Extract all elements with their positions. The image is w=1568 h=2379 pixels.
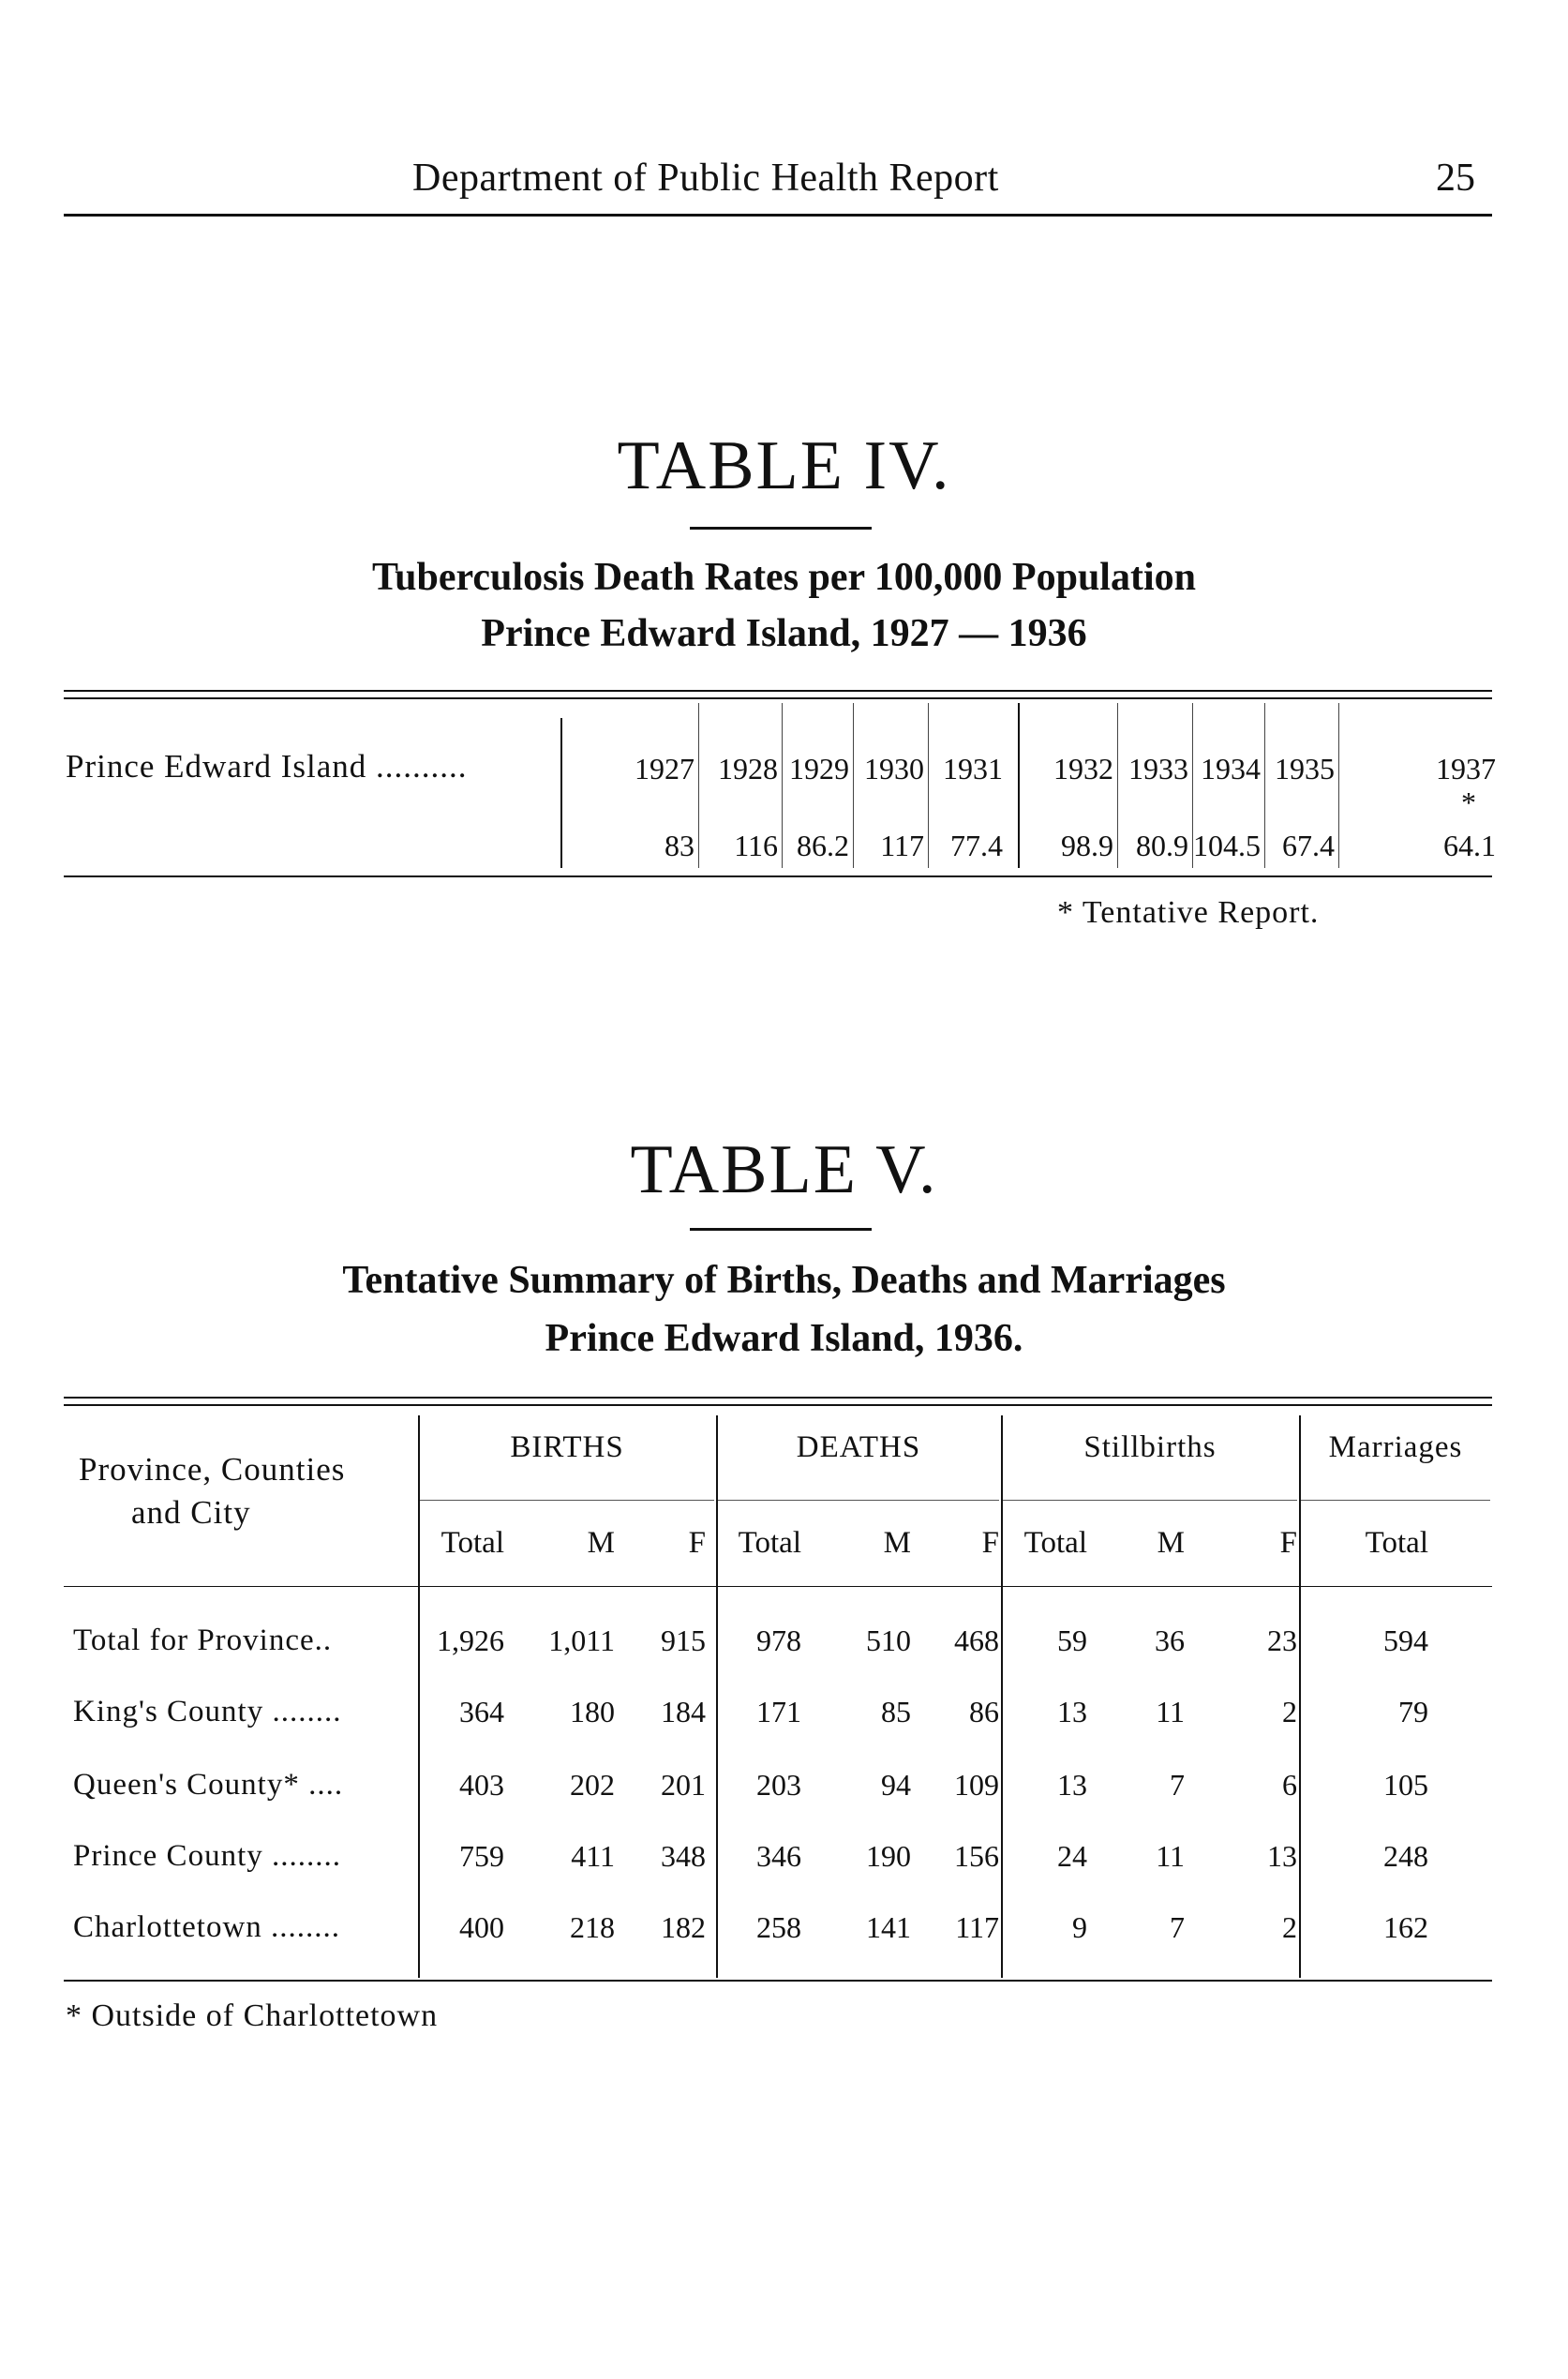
table-cell-value: 171 xyxy=(756,1695,801,1728)
page-number: 25 xyxy=(1436,157,1475,200)
table-row-label: Charlottetown ........ xyxy=(73,1910,341,1944)
table-cell-value: 141 xyxy=(866,1910,911,1944)
table-cell-value: 202 xyxy=(570,1768,615,1802)
table-cell-value: 2 xyxy=(1282,1695,1297,1728)
rate-value: 104.5 xyxy=(1193,829,1261,862)
table-cell-value: 9 xyxy=(1072,1910,1087,1944)
year-header: 1927 xyxy=(635,752,694,786)
table-cell-value: 348 xyxy=(661,1839,706,1873)
table-cell-value: 1,926 xyxy=(437,1623,504,1657)
group-header-rule xyxy=(1301,1500,1490,1501)
table-iv-subtitle-1: Tuberculosis Death Rates per 100,000 Population xyxy=(372,556,1196,599)
table-cell-value: 759 xyxy=(459,1839,504,1873)
table-v-bottom-rule xyxy=(64,1980,1492,1982)
table-cell-value: 364 xyxy=(459,1695,504,1728)
table-iv-footnote: * Tentative Report. xyxy=(1057,895,1320,930)
table-cell-value: 13 xyxy=(1267,1839,1297,1873)
table-v-subtitle-1: Tentative Summary of Births, Deaths and Marriages xyxy=(342,1259,1226,1302)
year-asterisk: * xyxy=(1461,786,1476,819)
table-cell-value: 85 xyxy=(881,1695,911,1728)
table-cell-value: 184 xyxy=(661,1695,706,1728)
rate-value: 98.9 xyxy=(1061,829,1113,862)
table-v-subtitle-2: Prince Edward Island, 1936. xyxy=(545,1317,1023,1360)
column-subheader: M xyxy=(587,1526,615,1560)
table-iv-bottom-rule xyxy=(64,875,1492,877)
column-group-header: DEATHS xyxy=(796,1430,921,1464)
table-v-top-rule xyxy=(64,1397,1492,1399)
rate-value: 117 xyxy=(880,829,924,862)
rate-value: 67.4 xyxy=(1282,829,1335,862)
running-header: Department of Public Health Report xyxy=(412,157,999,200)
column-subheader: M xyxy=(883,1526,911,1560)
rate-value: 83 xyxy=(665,829,694,862)
column-group-header: Marriages xyxy=(1328,1430,1463,1464)
table-cell-value: 915 xyxy=(661,1623,706,1657)
rate-value: 64.1 xyxy=(1443,829,1496,862)
table-cell-value: 94 xyxy=(881,1768,911,1802)
year-header: 1935 xyxy=(1275,752,1335,786)
table-cell-value: 23 xyxy=(1267,1623,1297,1657)
table-cell-value: 411 xyxy=(571,1839,615,1873)
rate-value: 80.9 xyxy=(1136,829,1188,862)
column-subheader: M xyxy=(1157,1526,1185,1560)
column-group-header: BIRTHS xyxy=(510,1430,624,1464)
table-cell-value: 156 xyxy=(954,1839,999,1873)
table-iv-title-rule xyxy=(690,527,872,530)
table-cell-value: 79 xyxy=(1398,1695,1428,1728)
table-v-title: TABLE V. xyxy=(630,1131,938,1208)
table-cell-value: 403 xyxy=(459,1768,504,1802)
year-header: 1932 xyxy=(1053,752,1113,786)
group-header-rule xyxy=(1003,1500,1297,1501)
year-header: 1931 xyxy=(943,752,1003,786)
group-header-rule xyxy=(718,1500,999,1501)
table-cell-value: 24 xyxy=(1057,1839,1087,1873)
table-v-stub-header-1: Province, Counties xyxy=(79,1451,346,1488)
table-cell-value: 7 xyxy=(1170,1768,1185,1802)
column-group-header: Stillbirths xyxy=(1083,1430,1217,1464)
table-row-label: Queen's County* .... xyxy=(73,1768,344,1802)
year-header: 1933 xyxy=(1128,752,1188,786)
table-iv-column-line xyxy=(1338,703,1339,868)
table-cell-value: 203 xyxy=(756,1768,801,1802)
table-cell-value: 11 xyxy=(1156,1695,1185,1728)
table-cell-value: 190 xyxy=(866,1839,911,1873)
table-cell-value: 978 xyxy=(756,1623,801,1657)
rate-value: 86.2 xyxy=(797,829,849,862)
rate-value: 77.4 xyxy=(950,829,1003,862)
table-cell-value: 7 xyxy=(1170,1910,1185,1944)
table-iv-subtitle-2: Prince Edward Island, 1927 — 1936 xyxy=(481,612,1087,655)
table-cell-value: 109 xyxy=(954,1768,999,1802)
table-cell-value: 13 xyxy=(1057,1695,1087,1728)
table-cell-value: 59 xyxy=(1057,1623,1087,1657)
table-cell-value: 105 xyxy=(1383,1768,1428,1802)
table-iv-row-label: Prince Edward Island .......... xyxy=(66,748,468,785)
table-cell-value: 13 xyxy=(1057,1768,1087,1802)
year-header: 1930 xyxy=(864,752,924,786)
table-cell-value: 248 xyxy=(1383,1839,1428,1873)
table-cell-value: 201 xyxy=(661,1768,706,1802)
table-cell-value: 400 xyxy=(459,1910,504,1944)
table-cell-value: 1,011 xyxy=(548,1623,615,1657)
table-cell-value: 258 xyxy=(756,1910,801,1944)
column-subheader: Total xyxy=(1365,1526,1428,1560)
table-row-label: King's County ........ xyxy=(73,1695,342,1728)
table-v-footnote: * Outside of Charlottetown xyxy=(66,1998,439,2033)
table-cell-value: 218 xyxy=(570,1910,615,1944)
year-header: 1929 xyxy=(789,752,849,786)
year-header: 1937 xyxy=(1436,752,1496,786)
table-cell-value: 468 xyxy=(954,1623,999,1657)
table-cell-value: 11 xyxy=(1156,1839,1185,1873)
table-v-title-rule xyxy=(690,1228,872,1231)
table-iv-title: TABLE IV. xyxy=(617,427,951,504)
table-iv-stub-divider xyxy=(560,718,562,868)
header-rule xyxy=(64,214,1492,217)
table-cell-value: 2 xyxy=(1282,1910,1297,1944)
table-v-header-rule xyxy=(64,1586,1492,1587)
table-cell-value: 510 xyxy=(866,1623,911,1657)
year-header: 1934 xyxy=(1201,752,1261,786)
rate-value: 116 xyxy=(734,829,778,862)
table-cell-value: 6 xyxy=(1282,1768,1297,1802)
table-cell-value: 162 xyxy=(1383,1910,1428,1944)
table-cell-value: 36 xyxy=(1155,1623,1185,1657)
table-cell-value: 594 xyxy=(1383,1623,1428,1657)
table-v-stub-header-2: and City xyxy=(131,1494,251,1531)
group-header-rule xyxy=(420,1500,714,1501)
column-subheader: Total xyxy=(738,1526,801,1560)
column-subheader: Total xyxy=(1023,1526,1087,1560)
table-cell-value: 86 xyxy=(969,1695,999,1728)
table-cell-value: 346 xyxy=(756,1839,801,1873)
table-row-label: Prince County ........ xyxy=(73,1839,341,1873)
table-iv-top-rule xyxy=(64,690,1492,692)
table-v-top-rule-2 xyxy=(64,1404,1492,1406)
column-subheader: Total xyxy=(441,1526,504,1560)
column-subheader: F xyxy=(981,1526,999,1560)
table-cell-value: 182 xyxy=(661,1910,706,1944)
column-subheader: F xyxy=(688,1526,706,1560)
table-cell-value: 117 xyxy=(955,1910,999,1944)
table-row-label: Total for Province.. xyxy=(73,1623,333,1657)
table-cell-value: 180 xyxy=(570,1695,615,1728)
year-header: 1928 xyxy=(718,752,778,786)
table-iv-top-rule-2 xyxy=(64,697,1492,699)
column-subheader: F xyxy=(1279,1526,1297,1560)
